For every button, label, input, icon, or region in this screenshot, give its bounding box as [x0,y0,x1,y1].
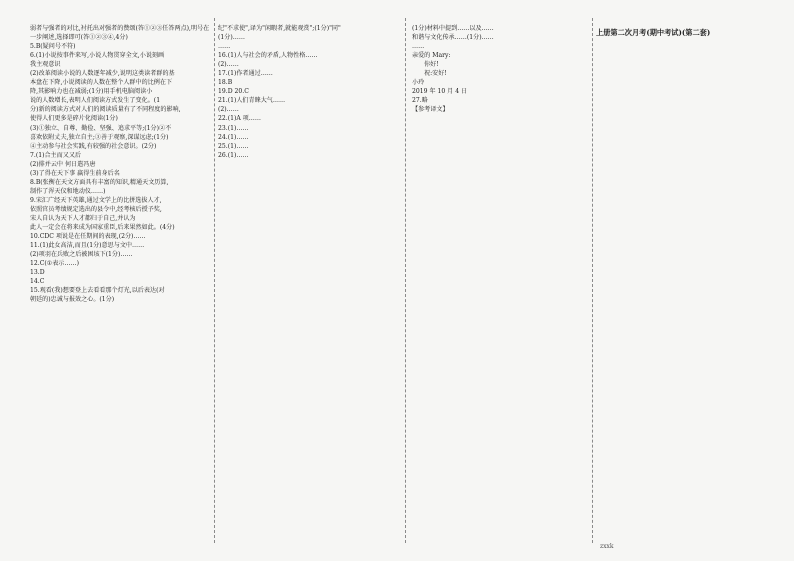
column-3 [412,24,590,114]
answer-line: 14.C [30,278,45,286]
answer-line: 喜欢依附丈夫,独立自主;③善于观察,深谋远虑;(1分) [30,133,169,141]
answer-line: (3)了得在天下事 赢得生前身后名 [30,169,120,177]
answer-line: (1分)…… [218,34,245,42]
answer-line: (2)项羽在兵败之后被困垓下(1分)…… [30,251,133,259]
q27-answer: 27.略 [412,97,428,105]
answer-line: 6.(1)小说按事件来写,小说人物贯穿全文,小说刻画 [30,52,165,60]
letter-greeting: 你好! [424,61,439,69]
answer-line: 7.(1)合主而又又后 [30,151,82,159]
answer-line: 8.B(张衡在天文方面具有丰富的知识,精通天文历算, [30,178,169,186]
answer-line: 朝廷的)忠诚与报效之心。(1分) [30,296,115,304]
answer-line: (3)①独立、自尊、勤俭、坚强、追求平等;(1分)②不 [30,124,172,132]
answer-line: 制作了浑天仪和地动仪……) [30,187,106,195]
answer-line: (2)…… [218,106,239,114]
answer-line: (2)排并云中 何日遣冯唐 [30,160,96,168]
answer-line: ④主动参与社会实践,有较强的社会意识。(2分) [30,142,157,150]
answer-line: 11.(1)此女高洁,而且(1分)意思与文中…… [30,242,145,250]
answer-line: 18.B [218,79,233,87]
answer-line: …… [412,43,425,51]
reference-translation-label: 【参考译文】 [412,106,449,114]
answer-line: 此人一定会在将来成为国家重臣,后来果然如此。(4分) [30,224,175,232]
letter-salutation: 亲爱的 Mary: [412,52,451,60]
answer-line: 9.宋汇广经天下英雄,通过文学上的比拼选拔人才, [30,196,162,204]
answer-line: 一步阐述,选择即可(答①②③④,4分) [30,34,128,42]
answer-line: 24.(1)…… [218,133,249,141]
answer-line: 本盘在下降,小说阅读的人数在整个人群中的比例在下 [30,79,173,87]
letter-signer: 小玲 [412,79,425,87]
column-divider [405,18,406,543]
watermark: zxxk [600,543,614,550]
answer-line: 13.D [30,269,45,277]
answer-line: 5.B(疑问号不符) [30,43,76,51]
answer-line: 16.(1)人与社会的矛盾,人物性格…… [218,52,318,60]
letter-date: 2019 年 10 月 4 日 [412,88,468,96]
answer-line: 说的人数增长,表明人们阅读方式发生了变化。(1 [30,97,161,105]
answer-line: 23.(1)…… [218,124,249,132]
answer-line: 和谐与文化传承……(1分)…… [412,34,494,42]
column-4 [596,24,766,40]
section-heading: 上册第二次月考(期中考试)(第二套) [596,28,711,37]
answer-line: 降,其影响力也在减弱;(1分)用手机电脑阅读小 [30,88,153,96]
answer-line: (2)改革阅读小说的人数逐年减少,说明这类读者群的基 [30,70,175,78]
column-2 [218,24,400,160]
answer-line: 19.D 20.C [218,88,249,96]
answer-line: 宋人自认为天下人才都归于自己,并认为 [30,214,136,222]
answer-line: 依照官员考绩规定选出的县令中,经考核后授予奖, [30,205,162,213]
answer-line: 26.(1)…… [218,151,249,159]
answer-line: 弱者与强者的对比,衬托出对强者的赞颂(答①②③任答两点),明号在 [30,25,210,32]
answer-line: 分)新的阅读方式对人们的阅读质量有了不同程度的影响, [30,106,181,114]
answer-line: 使得人们更多是碎片化阅读(1分) [30,115,118,123]
answer-line: (1分)材料中提到……以及…… [412,25,494,32]
answer-line: 12.C(①表示……) [30,260,79,268]
column-divider [592,18,593,543]
answer-line: 10.CDC 项说是在任期间的表现,(2分)…… [30,233,146,241]
answer-line: 我主观意识 [30,61,61,69]
answer-line: 纪"不求使",译为"闲暇者,就能观赏";(1分)"同" [218,25,341,32]
answer-line: (2)…… [218,61,239,69]
answer-line: 15.观看(我)想要登上去看看那个灯光,以后表达(对 [30,287,165,295]
column-divider [214,18,215,543]
answer-line: …… [218,43,231,51]
column-1 [30,24,212,304]
answer-line: 22.(1)A 项…… [218,115,261,123]
answer-line: 21.(1)人们青睐大气…… [218,97,286,105]
answer-line: 17.(1)作者通过…… [218,70,273,78]
letter-closing: 祝:安好! [424,70,447,78]
answer-line: 25.(1)…… [218,142,249,150]
